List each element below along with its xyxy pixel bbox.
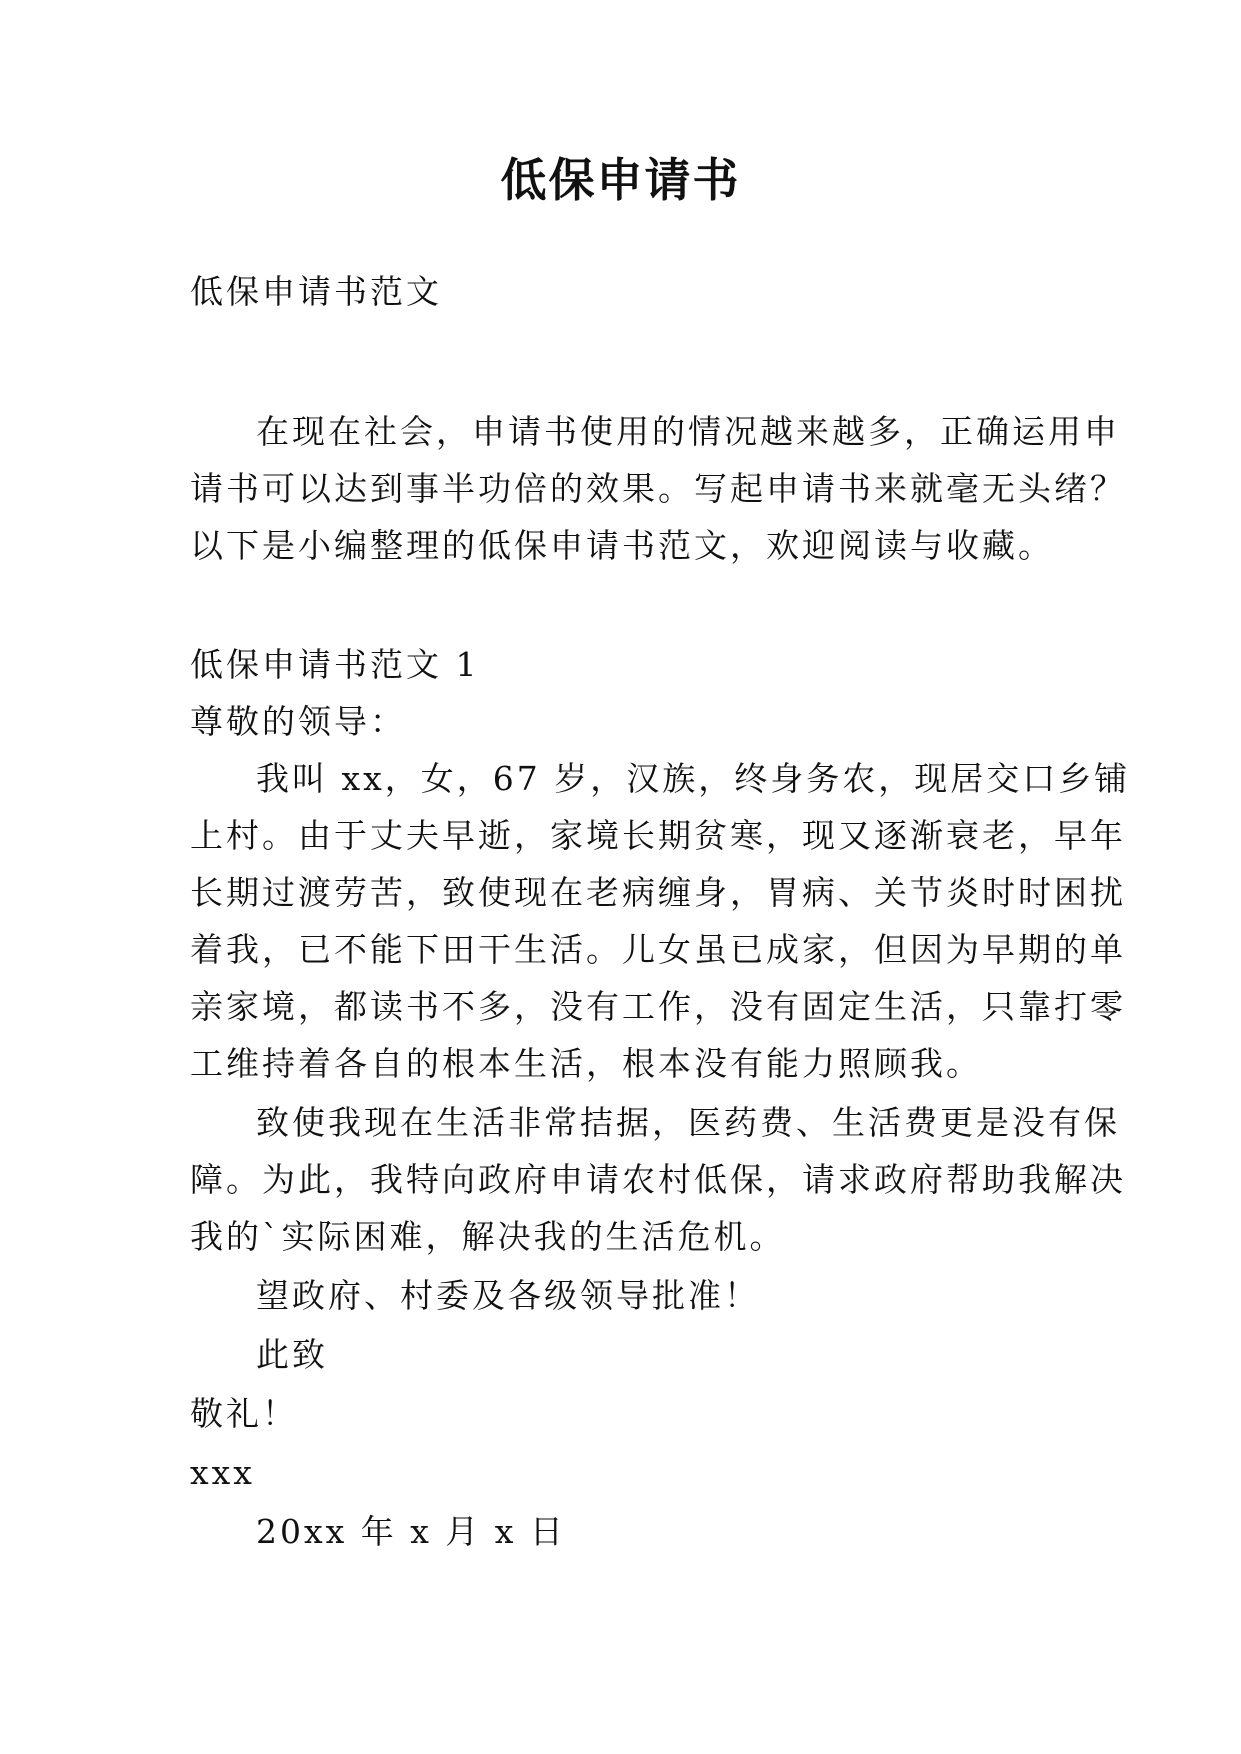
document-subtitle: 低保申请书范文 (190, 272, 442, 311)
body-line-8: 障。为此，我特向政府申请农村低保，请求政府帮助我解决 (190, 1160, 1126, 1199)
body-line-3: 长期过渡劳苦，致使现在老病缠身，胃病、关节炎时时困扰 (190, 873, 1126, 912)
intro-line-1: 在现在社会，申请书使用的情况越来越多，正确运用申 (256, 412, 1120, 451)
salutation: 尊敬的领导： (190, 702, 406, 741)
section-heading: 低保申请书范文 1 (190, 645, 480, 684)
closing-line-1: 此致 (256, 1335, 328, 1374)
body-line-9: 我的`实际困难，解决我的生活危机。 (190, 1217, 786, 1256)
request-line: 望政府、村委及各级领导批准！ (256, 1276, 760, 1315)
date-line: 20xx 年 x 月 x 日 (256, 1512, 566, 1551)
body-line-4: 着我，已不能下田干生活。儿女虽已成家，但因为早期的单 (190, 930, 1126, 969)
intro-line-3: 以下是小编整理的低保申请书范文，欢迎阅读与收藏。 (190, 526, 1054, 565)
body-line-6: 工维持着各自的根本生活，根本没有能力照顾我。 (190, 1044, 982, 1083)
document-title: 低保申请书 (500, 153, 741, 207)
closing-line-2: 敬礼！ (190, 1394, 298, 1433)
body-line-5: 亲家境，都读书不多，没有工作，没有固定生活，只靠打零 (190, 987, 1126, 1026)
signature: xxx (190, 1453, 255, 1492)
body-line-7: 致使我现在生活非常拮据，医药费、生活费更是没有保 (256, 1103, 1120, 1142)
body-line-2: 上村。由于丈夫早逝，家境长期贫寒，现又逐渐衰老，早年 (190, 816, 1126, 855)
body-line-1: 我叫 xx，女，67 岁，汉族，终身务农，现居交口乡铺 (256, 759, 1131, 798)
intro-line-2: 请书可以达到事半功倍的效果。写起申请书来就毫无头绪？ (190, 469, 1126, 508)
